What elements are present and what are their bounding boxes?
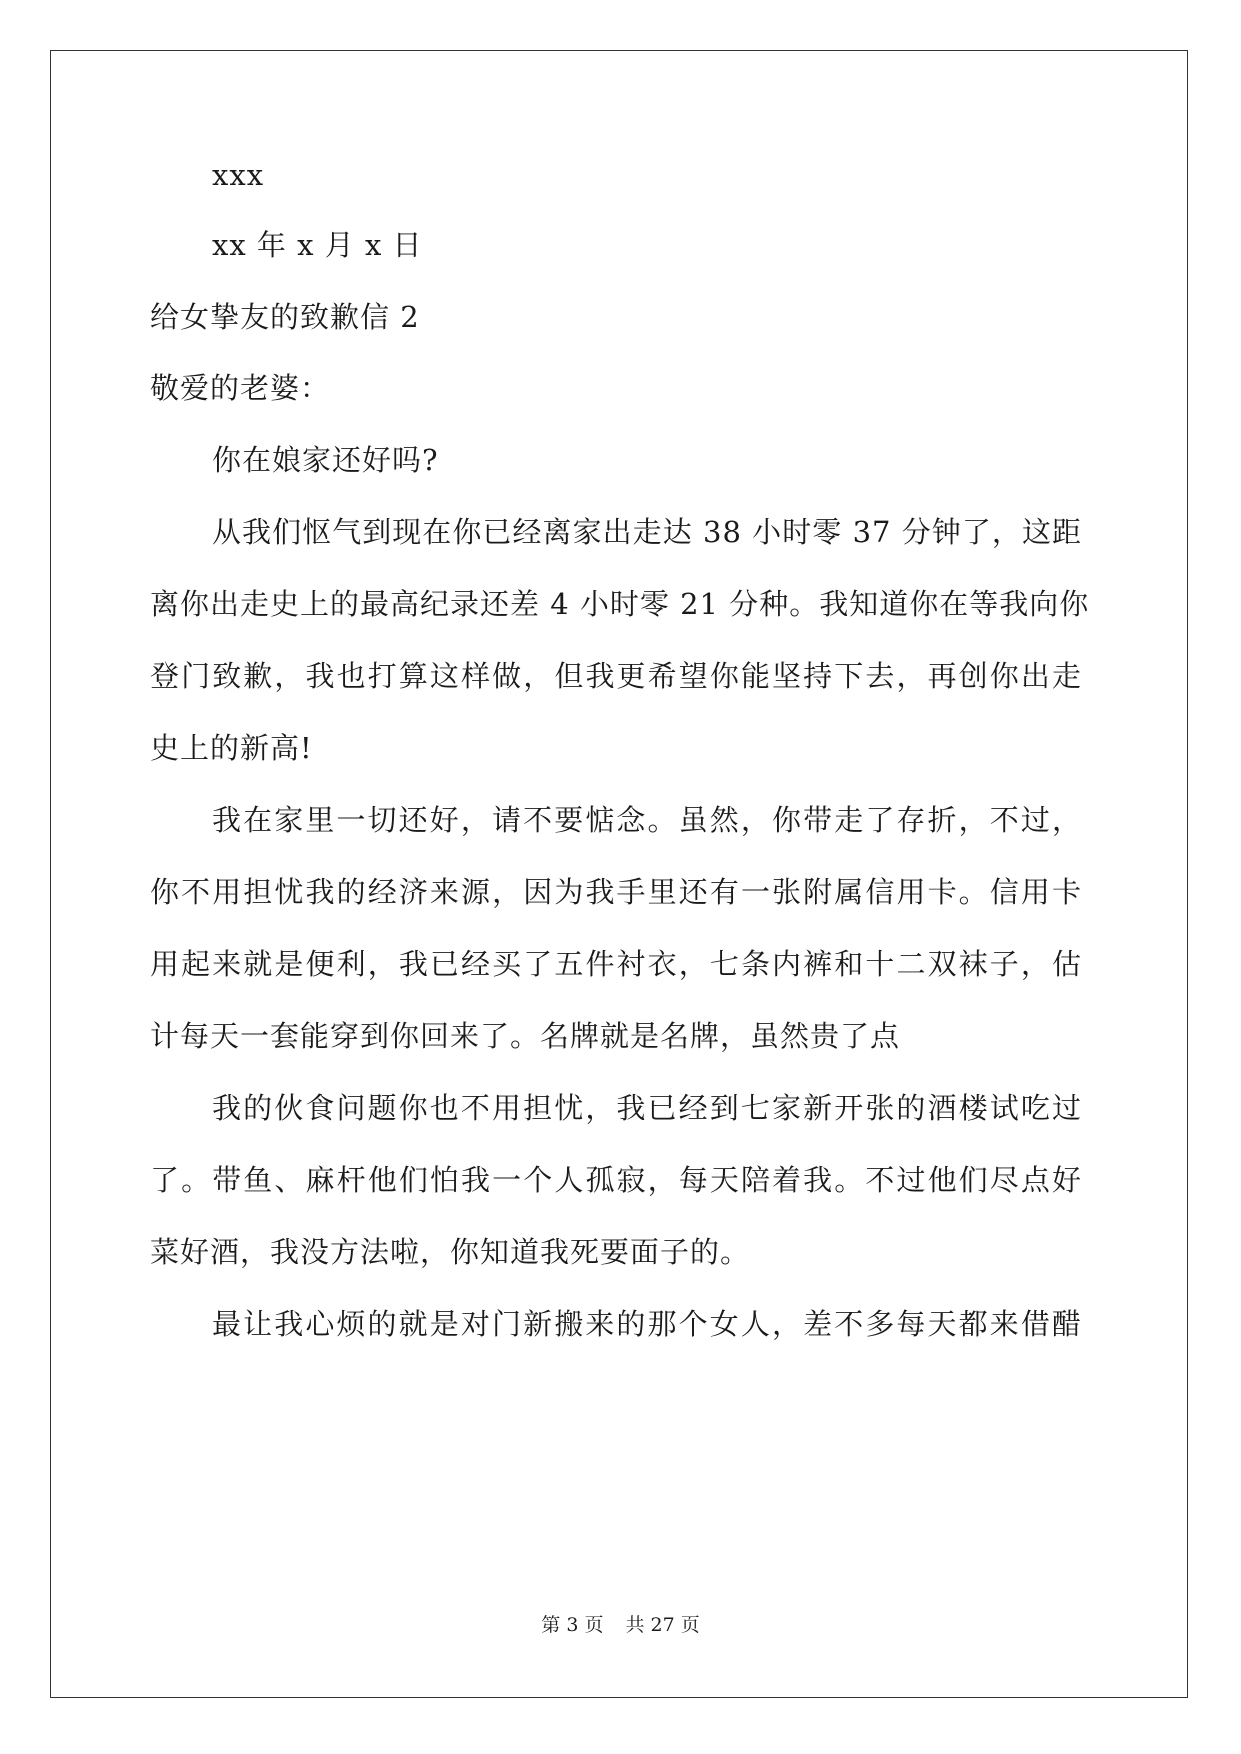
salutation: 敬爱的老婆： bbox=[150, 371, 331, 405]
signature: xxx bbox=[212, 158, 265, 192]
paragraph-line: 你在娘家还好吗? bbox=[212, 443, 439, 477]
paragraph-line: 登门致歉，我也打算这样做，但我更希望你能坚持下去，再创你出走 bbox=[150, 659, 1082, 693]
paragraph-line: 我的伙食问题你也不用担忧，我已经到七家新开张的酒楼试吃过 bbox=[212, 1091, 1082, 1125]
paragraph-line: 你不用担忧我的经济来源，因为我手里还有一张附属信用卡。信用卡 bbox=[150, 875, 1082, 909]
letter-title: 给女挚友的致歉信 2 bbox=[150, 300, 420, 334]
paragraph-line: 最让我心烦的就是对门新搬来的那个女人，差不多每天都来借醋 bbox=[212, 1307, 1082, 1341]
paragraph-line: 计每天一套能穿到你回来了。名牌就是名牌，虽然贵了点 bbox=[150, 1019, 901, 1053]
date-line: xx 年 x 月 x 日 bbox=[212, 228, 423, 262]
paragraph-line: 用起来就是便利，我已经买了五件衬衣，七条内裤和十二双袜子，估 bbox=[150, 947, 1082, 981]
paragraph-line: 离你出走史上的最高纪录还差 4 小时零 21 分种。我知道你在等我向你 bbox=[150, 587, 1090, 621]
paragraph-line: 了。带鱼、麻杆他们怕我一个人孤寂，每天陪着我。不过他们尽点好 bbox=[150, 1163, 1082, 1197]
page-number: 第 3 页 bbox=[541, 1614, 604, 1636]
page-total: 共 27 页 bbox=[625, 1614, 700, 1636]
paragraph-line: 从我们怄气到现在你已经离家出走达 38 小时零 37 分钟了，这距 bbox=[212, 515, 1082, 549]
paragraph-line: 菜好酒，我没方法啦，你知道我死要面子的。 bbox=[150, 1235, 751, 1269]
page-footer bbox=[0, 1612, 1241, 1638]
paragraph-line: 史上的新高! bbox=[150, 731, 313, 765]
paragraph-line: 我在家里一切还好，请不要惦念。虽然，你带走了存折，不过， bbox=[212, 803, 1082, 837]
